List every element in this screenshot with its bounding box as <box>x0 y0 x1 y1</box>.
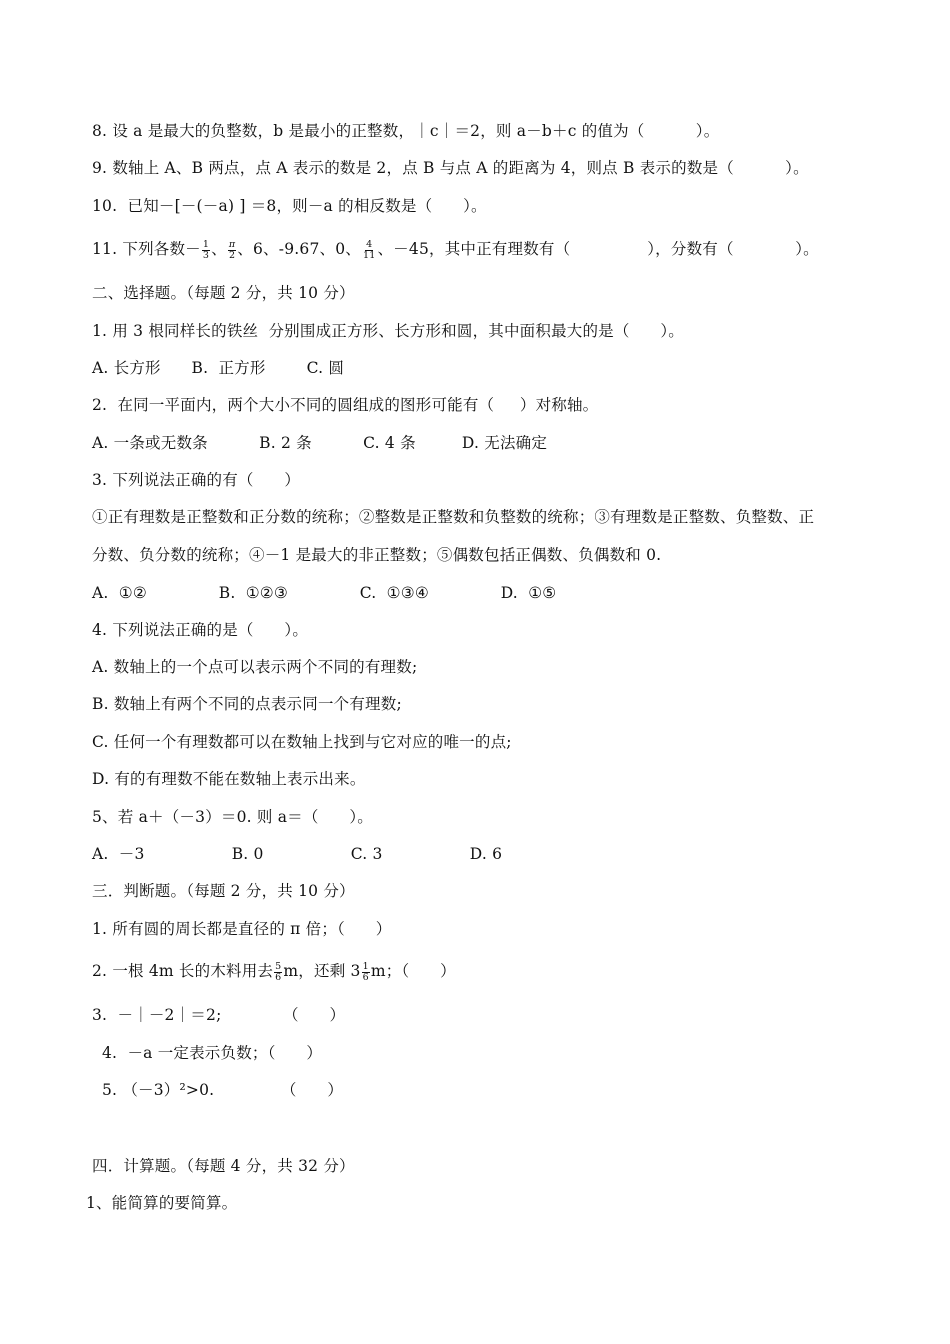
section-3-title: 三．判断题。（每题 2 分，共 10 分） <box>92 882 355 900</box>
calc-instruction-1: 1、能简算的要简算。 <box>86 1194 238 1212</box>
judge-question-2: 2. 一根 4m 长的木料用去 $\frac{5}{6}$ m，还剩 3 $\frac{1}{6}$ m；（ ） <box>92 960 456 983</box>
choice-question-2: 2. 在同一平面内，两个大小不同的圆组成的图形可能有（ ）对称轴。 <box>92 396 599 414</box>
judge-question-3: 3. －｜－2｜＝2; （ ） <box>92 1006 346 1024</box>
fraction-pi-half: $\frac{\pi}{2}$ <box>228 238 236 261</box>
choice-question-3-body-line-1: ①正有理数是正整数和正分数的统称；②整数是正整数和负整数的统称；③有理数是正整数、负整数、正 <box>92 508 815 526</box>
choice-question-4: 4. 下列说法正确的是（ ）。 <box>92 621 309 639</box>
choice-question-4-option-c: C. 任何一个有理数都可以在数轴上找到与它对应的唯一的点; <box>92 733 512 751</box>
fraction-five-sixths: $\frac{5}{6}$ <box>275 960 282 983</box>
question-11-suffix: 、－45，其中正有理数有（ ），分数有（ ）。 <box>377 240 819 258</box>
question-10: 10. 已知－[－(－a) ] ＝8，则－a 的相反数是（ ）。 <box>92 197 487 215</box>
fraction-one-sixth: $\frac{1}{6}$ <box>362 960 369 983</box>
choice-question-5-options: A. －3 B. 0 C. 3 D. 6 <box>92 845 503 863</box>
section-2-title: 二、选择题。（每题 2 分，共 10 分） <box>92 284 355 302</box>
fraction-one-third: $\frac{1}{3}$ <box>202 238 210 261</box>
choice-question-3-body-line-2: 分数、负分数的统称；④－1 是最大的非正整数；⑤偶数包括正偶数、负偶数和 0. <box>92 546 662 564</box>
choice-question-4-option-a: A. 数轴上的一个点可以表示两个不同的有理数; <box>92 658 418 676</box>
choice-question-4-option-d: D. 有的有理数不能在数轴上表示出来。 <box>92 770 366 788</box>
choice-question-2-options: A. 一条或无数条 B. 2 条 C. 4 条 D. 无法确定 <box>92 434 548 452</box>
judge-question-4: 4. －a 一定表示负数；（ ） <box>102 1044 323 1062</box>
judge-question-5: 5. （－3）²>0. （ ） <box>102 1081 344 1099</box>
question-11-prefix: 11. 下列各数－ <box>92 240 201 258</box>
question-9: 9. 数轴上 A、B 两点，点 A 表示的数是 2，点 B 与点 A 的距离为 4，则点 B 表示的数是（ ）。 <box>92 159 809 177</box>
choice-question-4-option-b: B. 数轴上有两个不同的点表示同一个有理数; <box>92 695 402 713</box>
fraction-four-elevenths: $\frac{4}{11}$ <box>362 238 376 261</box>
judge-question-1: 1. 所有圆的周长都是直径的 π 倍；（ ） <box>92 920 392 938</box>
section-4-title: 四．计算题。（每题 4 分，共 32 分） <box>92 1157 355 1175</box>
question-8: 8. 设 a 是最大的负整数，b 是最小的正整数，｜c｜＝2，则 a－b＋c 的值为（ ）。 <box>92 122 720 140</box>
choice-question-5: 5、若 a＋（－3）＝0. 则 a＝（ ）。 <box>92 808 373 826</box>
choice-question-1: 1. 用 3 根同样长的铁丝 分别围成正方形、长方形和圆，其中面积最大的是（ ）。 <box>92 322 684 340</box>
choice-question-3: 3. 下列说法正确的有（ ） <box>92 471 301 489</box>
choice-question-3-options: A. ①② B. ①②③ C. ①③④ D. ①⑤ <box>92 584 557 602</box>
question-11: 11. 下列各数－ $\frac{1}{3}$ 、 $\frac{\pi}{2}$ 、6、-9.67、0、 $\frac{4}{11}$ 、－45，其中正有理数有（ ），分数有（ ）。 <box>92 238 819 261</box>
choice-question-1-options: A. 长方形 B. 正方形 C. 圆 <box>92 359 345 377</box>
